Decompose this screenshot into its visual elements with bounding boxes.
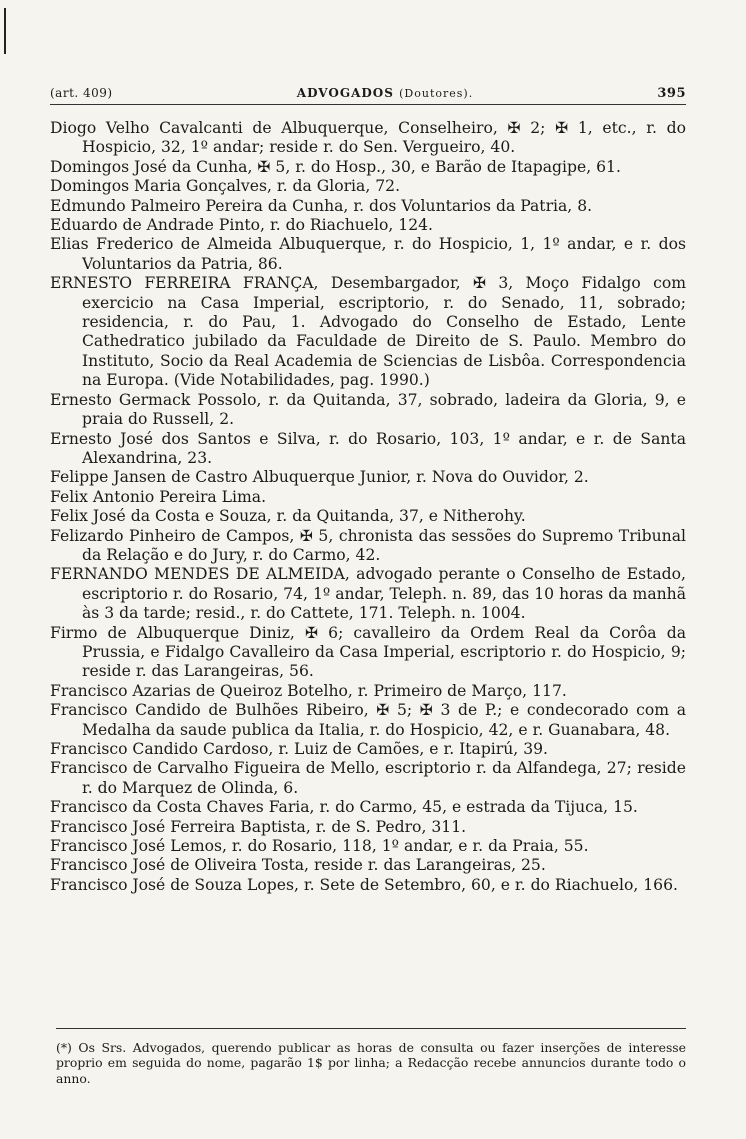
footnote-divider bbox=[56, 1028, 686, 1029]
page-edge-mark bbox=[4, 8, 6, 54]
article-reference: (art. 409) bbox=[50, 86, 113, 100]
section-title-text: ADVOGADOS bbox=[296, 86, 394, 100]
page-number: 395 bbox=[657, 86, 686, 101]
directory-entry: Francisco Candido Cardoso, r. Luiz de Camões, e r. Itapirú, 39. bbox=[50, 740, 549, 758]
directory-entry: Felix José da Costa e Souza, r. da Quitanda, 37, e Nitherohy. bbox=[50, 507, 526, 526]
directory-entry: Francisco Candido de Bulhões Ribeiro, ✠ 5; ✠ 3 de P.; e condecorado com a Medalha da saude publica da Italia, r. do Hospicio, 42, e r. Guanabara, 48. bbox=[50, 701, 686, 739]
directory-entry: Felippe Jansen de Castro Albuquerque Junior, r. Nova do Ouvidor, 2. bbox=[50, 468, 589, 487]
footnote: (*) Os Srs. Advogados, querendo publicar as horas de consulta ou fazer inserções de interesse proprio em seguida do nome, pagarão 1$ por linha; a Redacção recebe annuncios durante todo o anno. bbox=[56, 1040, 686, 1086]
directory-entry: Domingos Maria Gonçalves, r. da Gloria, 72. bbox=[50, 177, 401, 196]
directory-entry: FERNANDO MENDES DE ALMEIDA, advogado perante o Conselho de Estado, escriptorio r. do Rosario, 74, 1º andar, Teleph. n. 89, das 10 horas da manhã às 3 da tarde; resid., r. do Cattete, 171. Teleph. n. 1004. bbox=[50, 565, 686, 623]
directory-entry: Francisco da Costa Chaves Faria, r. do Carmo, 45, e estrada da Tijuca, 15. bbox=[50, 798, 638, 817]
directory-entry: Francisco José Lemos, r. do Rosario, 118, 1º andar, e r. da Praia, 55. bbox=[50, 837, 589, 856]
directory-page bbox=[50, 86, 686, 895]
section-title bbox=[297, 86, 473, 100]
advogados-list bbox=[50, 119, 686, 895]
directory-entry: Ernesto José dos Santos e Silva, r. do Rosario, 103, 1º andar, e r. de Santa Alexandrina, 23. bbox=[50, 429, 686, 467]
running-header bbox=[50, 86, 686, 105]
directory-entry: Felix Antonio Pereira Lima. bbox=[50, 487, 267, 506]
directory-entry: Francisco de Carvalho Figueira de Mello, escriptorio r. da Alfandega, 27; reside r. do Marquez de Olinda, 6. bbox=[50, 759, 686, 797]
directory-entry: Francisco José de Oliveira Tosta, reside r. das Larangeiras, 25. bbox=[50, 856, 546, 875]
section-subtitle: (Doutores). bbox=[399, 87, 474, 100]
directory-entry: Eduardo de Andrade Pinto, r. do Riachuelo, 124. bbox=[50, 216, 434, 235]
directory-entry: ERNESTO FERREIRA FRANÇA, Desembargador, ✠ 3, Moço Fidalgo com exercicio na Casa Imperial, escriptorio, r. do Senado, 11, sobrado; residencia, r. do Pau, 1. Advogado do Conselho de Estado, Lente Cathedratico jubilado da Faculdade de Direito de S. Paulo. Membro do Instituto, Socio da Real Academia de Sciencias de Lisbôa. Correspondencia na Europa. (Vide Notabilidades, pag. 1990.) bbox=[50, 274, 686, 390]
directory-entry: Francisco José Ferreira Baptista, r. de S. Pedro, 311. bbox=[50, 817, 467, 836]
directory-entry: Francisco Azarias de Queiroz Botelho, r. Primeiro de Março, 117. bbox=[50, 681, 567, 700]
directory-entry: Edmundo Palmeiro Pereira da Cunha, r. dos Voluntarios da Patria, 8. bbox=[50, 196, 593, 215]
directory-entry: Firmo de Albuquerque Diniz, ✠ 6; cavalleiro da Ordem Real da Corôa da Prussia, e Fidalgo Cavalleiro da Casa Imperial, escriptorio r. do Hospicio, 9; reside r. das Larangeiras, 56. bbox=[50, 623, 686, 681]
directory-entry: Domingos José da Cunha, ✠ 5, r. do Hosp., 30, e Barão de Itapagipe, 61. bbox=[50, 157, 621, 176]
directory-entry: Diogo Velho Cavalcanti de Albuquerque, Conselheiro, ✠ 2; ✠ 1, etc., r. do Hospicio, 32, 1º andar; reside r. do Sen. Vergueiro, 40. bbox=[50, 119, 686, 157]
directory-entry: Elias Frederico de Almeida Albuquerque, r. do Hospicio, 1, 1º andar, e r. dos Voluntarios da Patria, 86. bbox=[50, 235, 686, 273]
directory-entry: Ernesto Germack Possolo, r. da Quitanda, 37, sobrado, ladeira da Gloria, 9, e praia do Russell, 2. bbox=[50, 390, 686, 429]
directory-entry: Felizardo Pinheiro de Campos, ✠ 5, chronista das sessões do Supremo Tribunal da Relação e do Jury, r. do Carmo, 42. bbox=[50, 526, 686, 564]
directory-entry: Francisco José de Souza Lopes, r. Sete de Setembro, 60, e r. do Riachuelo, 166. bbox=[50, 875, 678, 894]
